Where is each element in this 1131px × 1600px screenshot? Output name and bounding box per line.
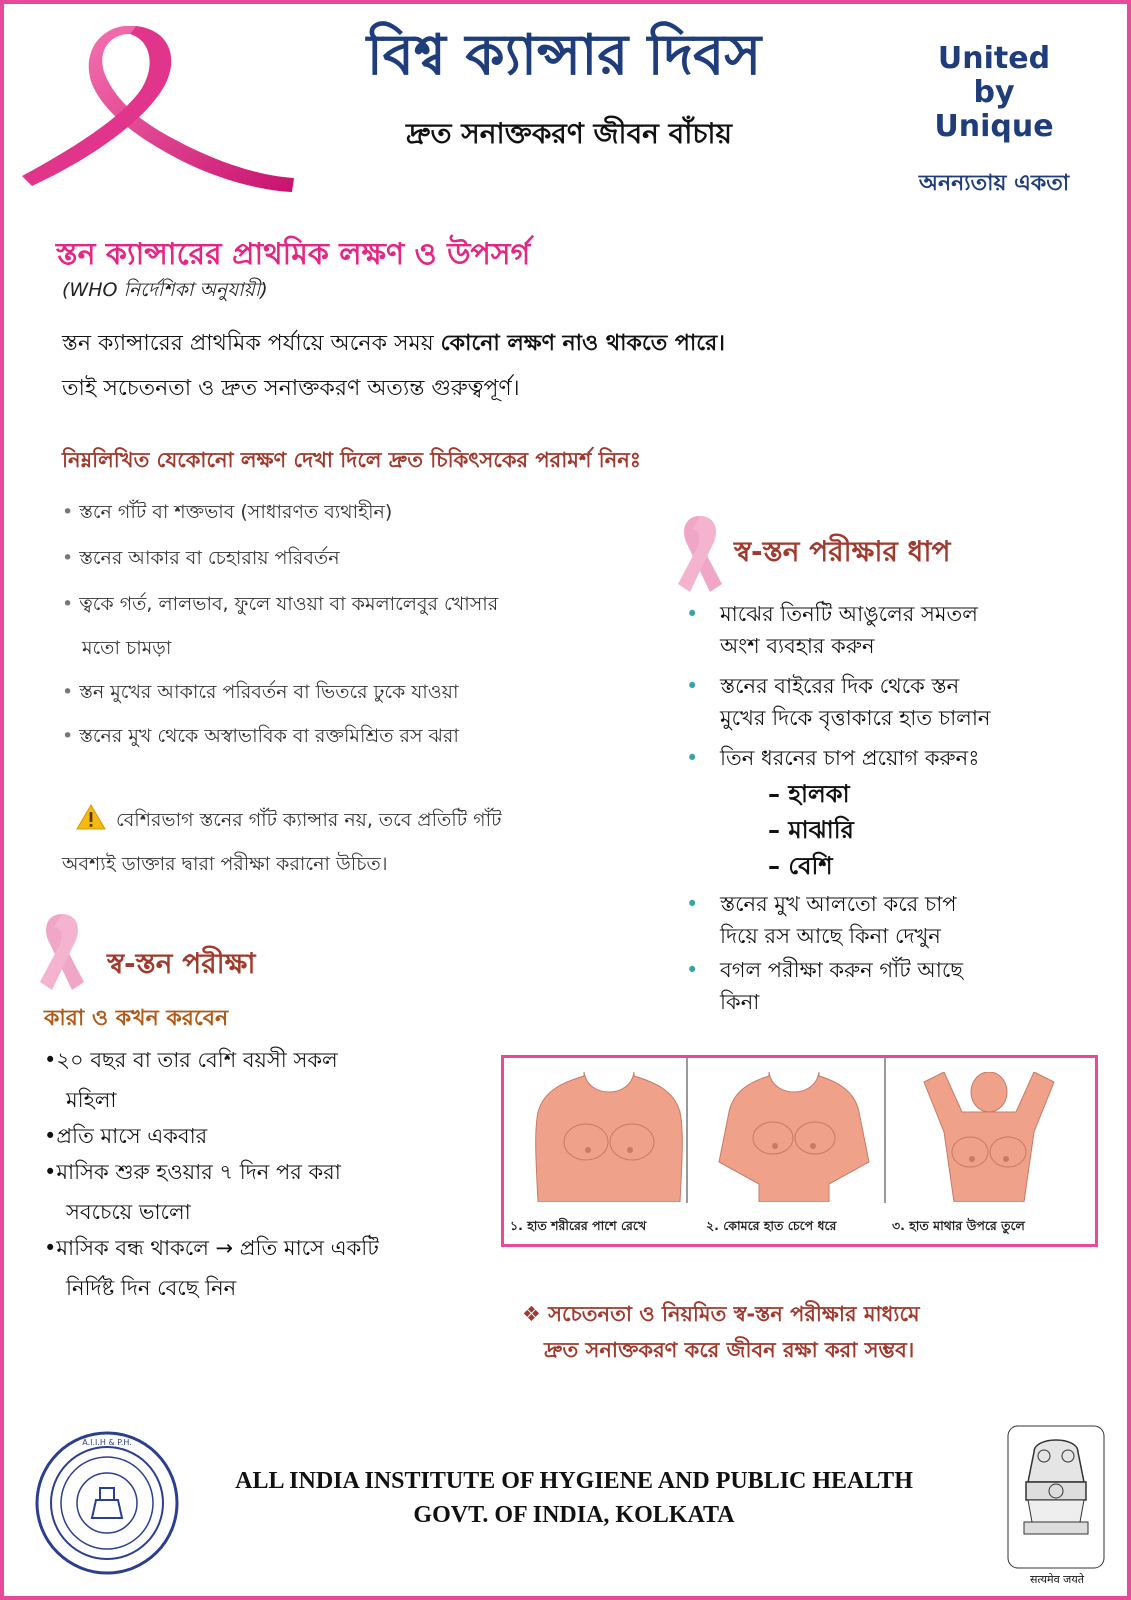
pose-hands-on-hips-illustration [709,1072,879,1202]
aiihph-seal-logo [34,1430,180,1576]
theme-bengali: অনন্যতায় একতা [918,171,1070,196]
pose-arms-raised-illustration [904,1072,1074,1202]
theme-word-3: Unique [934,109,1054,144]
institute-location: GOVT. OF INDIA, KOLKATA [413,1502,735,1528]
steps-title: স্ব-স্তন পরীক্ষার ধাপ [734,535,951,568]
symptom-item: • স্তনে গাঁট বা শক্তভাব (সাধারণত ব্যথাহীন) [62,501,393,523]
warning-line-2: অবশ্যই ডাক্তার দ্বারা পরীক্ষা করানো উচিত। [62,853,388,875]
svg-text:A.I.I.H & P.H.: A.I.I.H & P.H. [82,1438,132,1447]
main-title: বিশ্ব ক্যান্সার দিবস [366,22,762,88]
bse-line: •২০ বছর বা তার বেশি বয়সী সকল [44,1048,338,1072]
pressure-medium: – মাঝারি [768,816,854,844]
bse-line: •মাসিক শুরু হওয়ার ৭ দিন পর করা [44,1160,341,1184]
caption-3: ৩. হাত মাথার উপরে তুলে [892,1218,1025,1233]
symptom-item-continued: মতো চামড়া [82,637,172,659]
panel-divider [884,1058,886,1203]
intro-normal: স্তন ক্যান্সারের প্রাথমিক পর্যায়ে অনেক সময় [62,331,441,356]
who-when-heading: কারা ও কখন করবেন [44,1006,229,1031]
step-item: • তিন ধরনের চাপ প্রয়োগ করুনঃ [686,746,980,770]
intro-bold: কোনো লক্ষণ নাও থাকতে পারে। [440,331,726,356]
step-item: • মাঝের তিনটি আঙুলের সমতল অংশ ব্যবহার করুন [686,602,978,658]
symptom-item: • স্তনের মুখ থেকে অস্বাভাবিক বা রক্তমিশ্রিত রস ঝরা [62,725,459,747]
consult-heading: নিম্নলিখিত যেকোনো লক্ষণ দেখা দিলে দ্রুত চিকিৎসকের পরামর্শ নিনঃ [62,448,641,472]
theme-word-1: United [937,41,1051,76]
step-item: • স্তনের বাইরের দিক থেকে স্তন মুখের দিকে বৃত্তাকারে হাত চালান [686,674,991,730]
pressure-high: – বেশি [768,852,833,880]
step-item: • বগল পরীক্ষা করুন গাঁট আছে কিনা [686,958,964,1014]
pink-ribbon-icon [12,26,302,206]
emblem-motto: सत्यमेव जयते [1029,1573,1084,1586]
bse-title: স্ব-স্তন পরীক্ষা [107,947,256,980]
bse-illustrations-panel [501,1055,1098,1247]
closing-line-1: ❖ সচেতনতা ও নিয়মিত স্ব-স্তন পরীক্ষার মাধ্যমে [522,1302,920,1326]
warning-line-1: বেশিরভাগ স্তনের গাঁট ক্যান্সার নয়, তবে প্রতিটি গাঁট [76,804,501,838]
institute-name: ALL INDIA INSTITUTE OF HYGIENE AND PUBLIC HEALTH [235,1468,913,1494]
intro-line-1 [62,326,725,363]
intro-line-2: তাই সচেতনতা ও দ্রুত সনাক্তকরণ অত্যন্ত গুরুত্বপূর্ণ। [62,376,520,401]
bse-line: সবচেয়ে ভালো [66,1200,191,1224]
national-emblem-icon [1004,1422,1108,1572]
bse-line: •মাসিক বন্ধ থাকলে → প্রতি মাসে একটি [44,1236,379,1260]
symptoms-source: (WHO নির্দেশিকা অনুযায়ী) [62,279,268,301]
closing-line-2: দ্রুত সনাক্তকরণ করে জীবন রক্ষা করা সম্ভব। [544,1338,915,1362]
pressure-light: – হালকা [768,780,850,808]
tagline: দ্রুত সনাক্তকরণ জীবন বাঁচায় [405,117,733,150]
caption-2: ২. কোমরে হাত চেপে ধরে [706,1218,837,1233]
theme-word-2: by [973,75,1015,110]
step-item: • স্তনের মুখ আলতো করে চাপ দিয়ে রস আছে কিনা দেখুন [686,892,957,948]
symptom-item: • স্তনের আকার বা চেহারায় পরিবর্তন [62,547,340,569]
bse-line: মহিলা [66,1088,117,1112]
theme-english [909,42,1079,144]
small-pink-ribbon-icon [670,512,730,604]
bse-line: নির্দিষ্ট দিন বেছে নিন [66,1276,237,1300]
symptoms-title: স্তন ক্যান্সারের প্রাথমিক লক্ষণ ও উপসর্গ [56,237,531,272]
panel-divider [686,1058,688,1203]
symptom-item: • ত্বকে গর্ত, লালভাব, ফুলে যাওয়া বা কমলালেবুর খোসার [62,593,499,615]
caption-1: ১. হাত শরীরের পাশে রেখে [510,1218,647,1233]
small-pink-ribbon-icon [32,910,92,1002]
pose-arms-at-side-illustration [524,1072,694,1202]
symptom-item: • স্তন মুখের আকারে পরিবর্তন বা ভিতরে ঢুকে যাওয়া [62,681,459,703]
bse-line: •প্রতি মাসে একবার [44,1124,208,1148]
warning-icon [76,804,106,830]
